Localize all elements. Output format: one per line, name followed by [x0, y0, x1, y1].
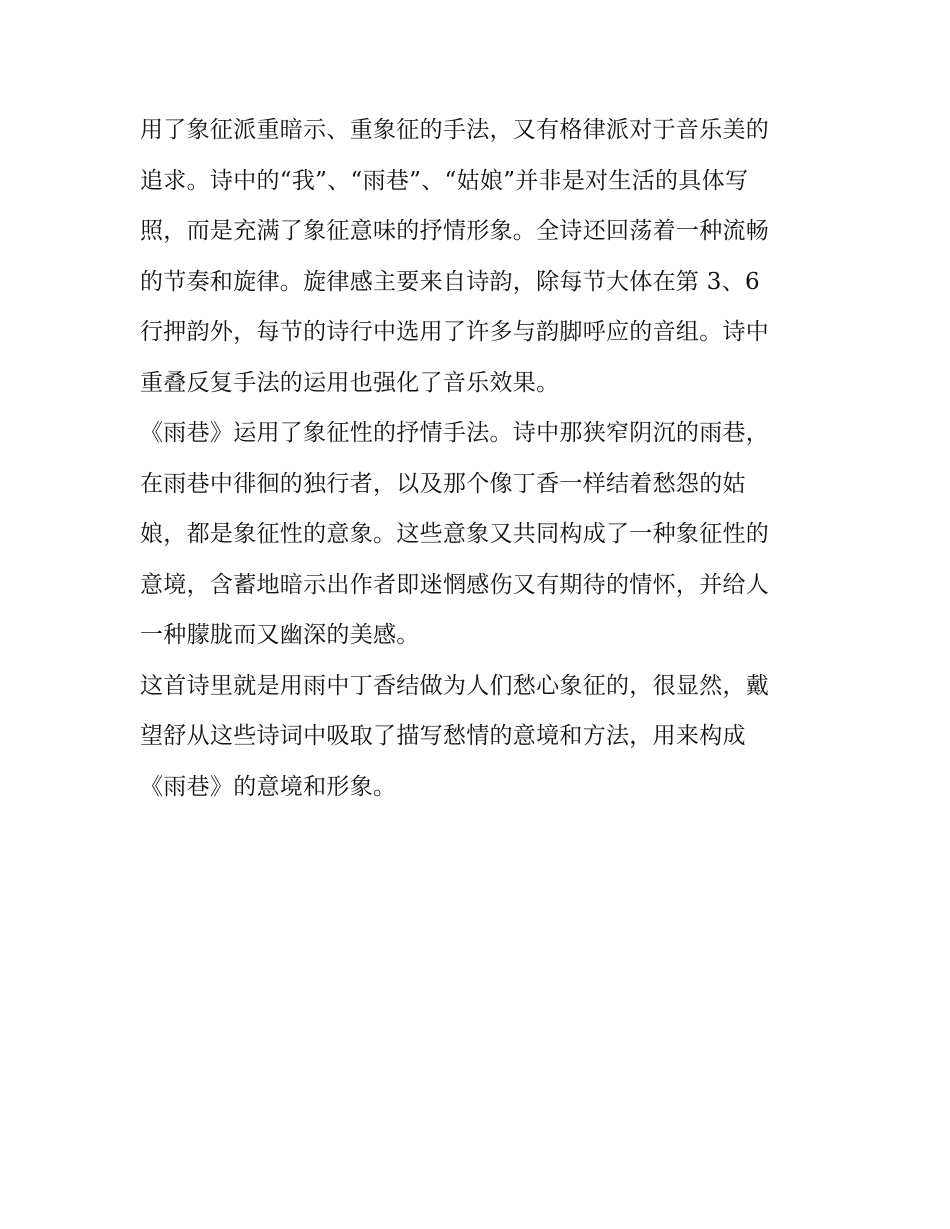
text-line: 用了象征派重暗示、重象征的手法，又有格律派对于音乐美的: [140, 117, 770, 143]
text-line: 望舒从这些诗词中吸取了描写愁情的意境和方法，用来构成: [140, 723, 746, 749]
text-line: 追求。诗中的“我”、“雨巷”、“姑娘”并非是对生活的具体写: [140, 167, 749, 194]
text-line: 这首诗里就是用雨中丁香结做为人们愁心象征的，很显然，戴: [140, 672, 770, 699]
text-line: 一种朦胧而又幽深的美感。: [140, 622, 420, 648]
text-line: 《雨巷》运用了象征性的抒情手法。诗中那狭窄阴沉的雨巷，: [140, 420, 770, 446]
text-line: 意境，含蓄地暗示出作者即迷惘感伤又有期待的情怀，并给人: [140, 571, 770, 598]
text-line: 娘，都是象征性的意象。这些意象又共同构成了一种象征性的: [140, 521, 770, 547]
text-line: 在雨巷中徘徊的独行者，以及那个像丁香一样结着愁怨的姑: [140, 470, 746, 497]
text-line: 行押韵外，每节的诗行中选用了许多与韵脚呼应的音组。诗中: [140, 319, 770, 345]
text-line: 《雨巷》的意境和形象。: [140, 773, 397, 800]
text-line: 照，而是充满了象征意味的抒情形象。全诗还回荡着一种流畅: [140, 218, 770, 244]
body-text: [140, 105, 820, 812]
text-line: 的节奏和旋律。旋律感主要来自诗韵，除每节大体在第 3、6: [140, 268, 760, 295]
text-line: 重叠反复手法的运用也强化了音乐效果。: [140, 369, 560, 396]
